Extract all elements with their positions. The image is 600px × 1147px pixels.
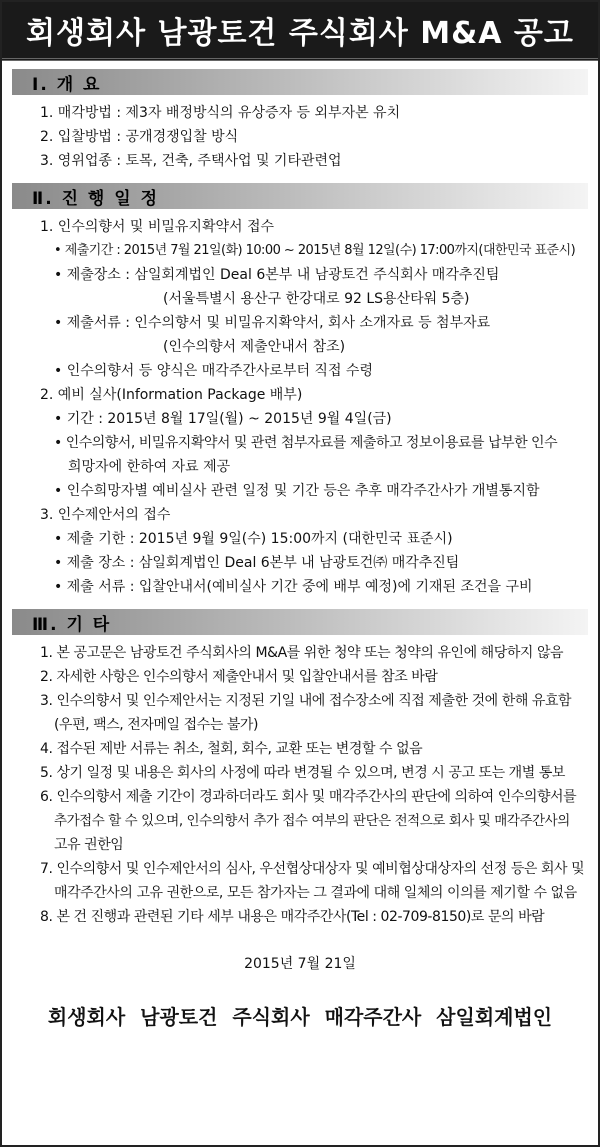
section-schedule xyxy=(12,183,588,601)
etc-item-6-cont-1: 추가접수 할 수 있으며, 인수의향서 추가 접수 여부의 판단은 전적으로 회사 및 매각주간사의 xyxy=(54,813,570,829)
announcement-signature: 회생회사 남광토건 주식회사 매각주간사 삼일회계법인 xyxy=(47,1005,553,1029)
etc-item-4: 4. 접수된 제반 서류는 취소, 철회, 회수, 교환 또는 변경할 수 없음 xyxy=(40,741,423,757)
schedule-1-bullet-documents: • 제출서류 : 인수의향서 및 비밀유지확약서, 회사 소개자료 등 첨부자료 xyxy=(54,315,491,331)
schedule-group-2-list xyxy=(40,407,588,503)
etc-item-6-cont-2: 고유 권한임 xyxy=(54,837,124,853)
schedule-1-bullet-period: • 제출기간 : 2015년 7월 21일(화) 10:00 ~ 2015년 8월 12일(수) 17:00까지(대한민국 표준시) xyxy=(54,243,576,258)
schedule-1-bullet-place-address: (서울특별시 용산구 한강대로 92 LS용산타워 5층) xyxy=(163,291,470,307)
schedule-2-bullet-notice: • 인수희망자별 예비실사 관련 일정 및 기간 등은 추후 매각주간사가 개별통지함 xyxy=(54,483,540,499)
section-overview xyxy=(12,69,588,175)
section-etc xyxy=(12,609,588,931)
schedule-group-3-list xyxy=(40,527,588,599)
schedule-1-bullet-forms: • 인수의향서 등 양식은 매각주간사로부터 직접 수령 xyxy=(54,363,373,379)
etc-item-6: 6. 인수의향서 제출 기간이 경과하더라도 회사 및 매각주간사의 판단에 의하여 인수의향서를 xyxy=(40,789,577,805)
section-body-etc xyxy=(12,635,588,931)
schedule-3-bullet-deadline: • 제출 기한 : 2015년 9월 9일(수) 15:00까지 (대한민국 표준시) xyxy=(54,531,453,547)
announcement-date: 2015년 7월 21일 xyxy=(244,956,356,972)
schedule-group-1-list xyxy=(40,239,588,383)
schedule-1-bullet-place: • 제출장소 : 삼일회계법인 Deal 6본부 내 남광토건 주식회사 매각추진팀 xyxy=(54,267,500,283)
section-body-overview xyxy=(12,95,588,175)
schedule-2-bullet-provision-cont: 희망자에 한하여 자료 제공 xyxy=(68,459,231,475)
etc-item-7-cont: 매각주간사의 고유 권한으로, 모든 참가자는 그 결과에 대해 일체의 이의를 제기할 수 없음 xyxy=(54,885,577,901)
section-heading-schedule: Ⅱ. 진 행 일 정 xyxy=(12,183,588,209)
section-heading-overview: Ⅰ. 개 요 xyxy=(12,69,588,95)
schedule-group-2-title: 2. 예비 실사(Information Package 배부) xyxy=(40,387,303,403)
etc-item-3: 3. 인수의향서 및 인수제안서는 지정된 기일 내에 접수장소에 직접 제출한 것에 한해 유효함 xyxy=(40,693,572,709)
page-title: 회생회사 남광토건 주식회사 M&A 공고 xyxy=(2,2,598,61)
schedule-2-bullet-provision: • 인수의향서, 비밀유지확약서 및 관련 첨부자료를 제출하고 정보이용료를 납부한 인수 xyxy=(54,435,558,451)
section-heading-etc: Ⅲ. 기 타 xyxy=(12,609,588,635)
etc-item-5: 5. 상기 일정 및 내용은 회사의 사정에 따라 변경될 수 있으며, 변경 시 공고 또는 개별 통보 xyxy=(40,765,565,781)
overview-item-3: 3. 영위업종 : 토목, 건축, 주택사업 및 기타관련업 xyxy=(40,153,342,169)
etc-item-7: 7. 인수의향서 및 인수제안서의 심사, 우선협상대상자 및 예비협상대상자의 선정 등은 회사 및 xyxy=(40,861,585,877)
schedule-3-bullet-documents: • 제출 서류 : 입찰안내서(예비실사 기간 중에 배부 예정)에 기재된 조건을 구비 xyxy=(54,579,533,595)
schedule-2-bullet-period: • 기간 : 2015년 8월 17일(월) ~ 2015년 9월 4일(금) xyxy=(54,411,392,427)
schedule-group-1-title: 1. 인수의향서 및 비밀유지확약서 접수 xyxy=(40,219,275,235)
etc-item-1: 1. 본 공고문은 남광토건 주식회사의 M&A를 위한 청약 또는 청약의 유인에 해당하지 않음 xyxy=(40,645,564,661)
schedule-group-3-title: 3. 인수제안서의 접수 xyxy=(40,507,171,523)
schedule-3-bullet-place: • 제출 장소 : 삼일회계법인 Deal 6본부 내 남광토건㈜ 매각추진팀 xyxy=(54,555,460,571)
overview-item-2: 2. 입찰방법 : 공개경쟁입찰 방식 xyxy=(40,129,239,145)
etc-item-2: 2. 자세한 사항은 인수의향서 제출안내서 및 입찰안내서를 참조 바람 xyxy=(40,669,438,685)
etc-item-3-cont: (우편, 팩스, 전자메일 접수는 불가) xyxy=(54,717,258,733)
etc-item-8: 8. 본 건 진행과 관련된 기타 세부 내용은 매각주간사(Tel : 02-709-8150)로 문의 바람 xyxy=(40,909,545,925)
overview-item-1: 1. 매각방법 : 제3자 배정방식의 유상증자 등 외부자본 유치 xyxy=(40,105,401,121)
section-body-schedule xyxy=(12,209,588,601)
schedule-1-bullet-documents-note: (인수의향서 제출안내서 참조) xyxy=(163,339,346,355)
